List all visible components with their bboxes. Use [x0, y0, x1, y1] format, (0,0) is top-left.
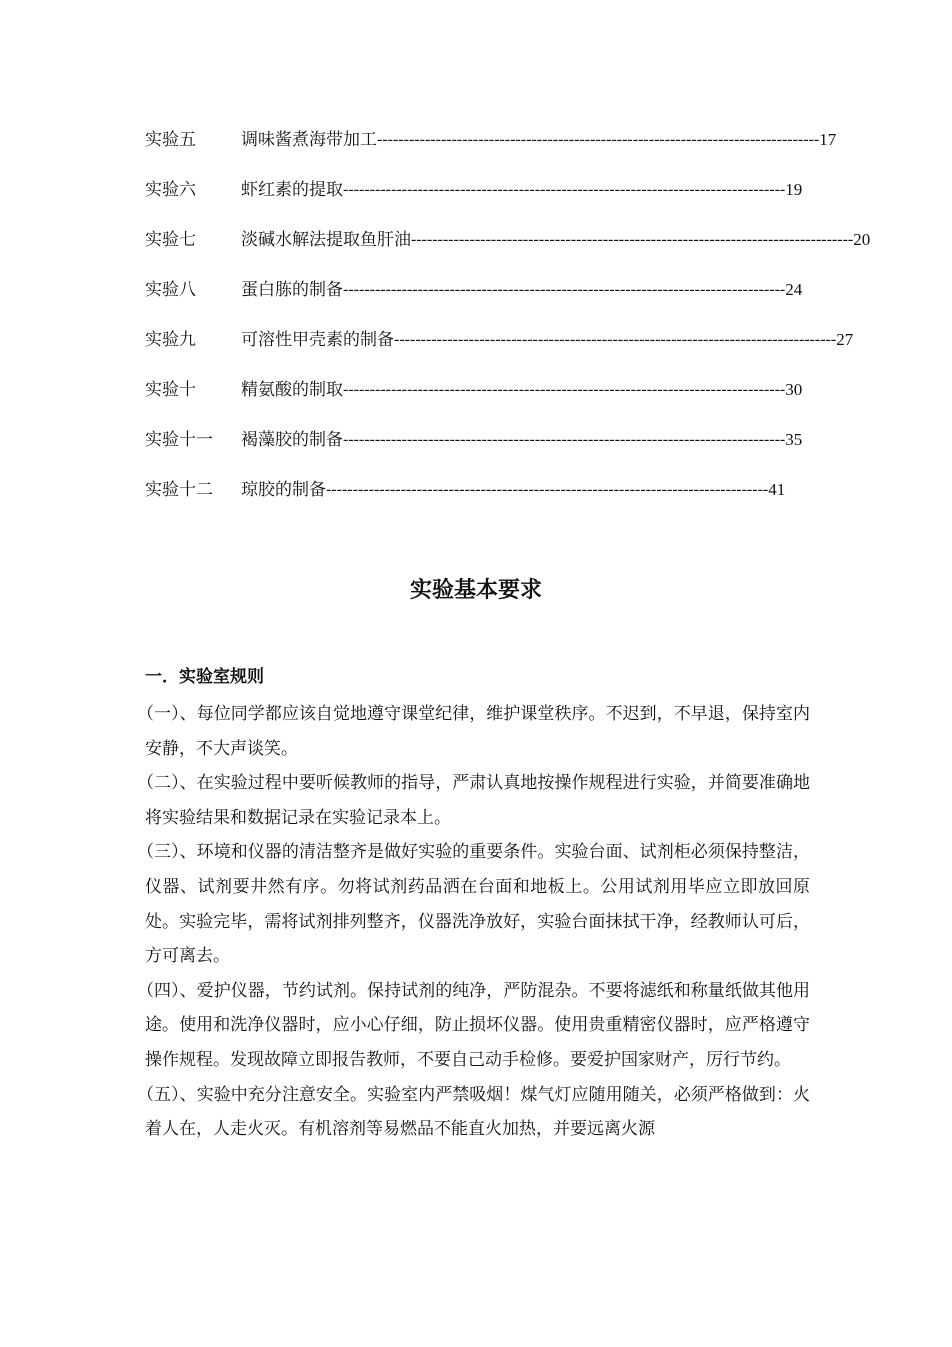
- toc-entry-number: 实验八: [145, 280, 196, 300]
- toc-entry-leader: -----------------------------------------------------------------------------------: [377, 131, 820, 148]
- toc-entry: [145, 228, 871, 278]
- rule-paragraph: （四）、爱护仪器，节约试剂。保持试剂的纯净，严防混杂。不要将滤纸和称量纸做其他用途。使用和洗净仪器时，应小心仔细，防止损坏仪器。使用贵重精密仪器时，应严格遵守操作规程。发现故障立即报告教师，不要自己动手检修。要爱护国家财产，厉行节约。: [137, 980, 810, 1070]
- toc-entry-title: 精氨酸的制取: [241, 380, 343, 400]
- document-title: 实验基本要求: [409, 577, 542, 603]
- toc-entry-number: 实验六: [145, 180, 196, 200]
- rule-paragraph: （三）、环境和仪器的清洁整齐是做好实验的重要条件。实验台面、试剂柜必须保持整洁，仪器、试剂要井然有序。勿将试剂药品洒在台面和地板上。公用试剂用毕应立即放回原处。实验完毕，需将试剂排列整齐，仪器洗净放好，实验台面抹拭干净，经教师认可后，方可离去。: [137, 842, 810, 967]
- section-heading: 一．实验室规则: [145, 667, 264, 687]
- rule-paragraph: （五）、实验中充分注意安全。实验室内严禁吸烟！煤气灯应随用随关，必须严格做到：火着人在，人走火灭。有机溶剂等易燃品不能直火加热，并要远离火源: [137, 1084, 810, 1140]
- rule-paragraph: （二）、在实验过程中要听候教师的指导，严肃认真地按操作规程进行实验，并简要准确地将实验结果和数据记录在实验记录本上。: [137, 773, 810, 828]
- toc-entry-leader: -----------------------------------------------------------------------------------: [343, 281, 786, 298]
- table-of-contents: [145, 128, 871, 528]
- toc-entry-leader: -----------------------------------------------------------------------------------: [326, 481, 769, 498]
- toc-entry-number: 实验十二: [145, 480, 213, 500]
- rule-paragraph: （一）、每位同学都应该自觉地遵守课堂纪律，维护课堂秩序。不迟到，不早退，保持室内安静，不大声谈笑。: [137, 704, 810, 759]
- toc-entry-title: 蛋白胨的制备: [241, 280, 343, 300]
- toc-entry-number: 实验十一: [145, 430, 213, 450]
- toc-entry: [145, 478, 786, 528]
- toc-entry-title: 褐藻胶的制备: [241, 430, 343, 450]
- toc-entry: [145, 428, 803, 478]
- toc-entry-page: 19: [785, 180, 803, 199]
- toc-entry-page: 30: [785, 380, 803, 399]
- lab-rules-section: [137, 664, 810, 1147]
- toc-entry-leader: -----------------------------------------------------------------------------------: [343, 381, 786, 398]
- toc-entry: [145, 278, 803, 328]
- toc-entry-leader: -----------------------------------------------------------------------------------: [343, 431, 786, 448]
- toc-entry-number: 实验十: [145, 380, 196, 400]
- toc-entry-title: 虾红素的提取: [241, 180, 343, 200]
- toc-entry: [145, 128, 837, 178]
- toc-entry-leader: -----------------------------------------------------------------------------------: [411, 231, 854, 248]
- toc-entry-number: 实验五: [145, 130, 196, 150]
- toc-entry-leader: -----------------------------------------------------------------------------------: [394, 331, 837, 348]
- toc-entry-number: 实验七: [145, 230, 196, 250]
- toc-entry-number: 实验九: [145, 330, 196, 350]
- toc-entry: [145, 328, 854, 378]
- toc-entry-title: 淡碱水解法提取鱼肝油: [241, 230, 411, 250]
- toc-entry-page: 24: [785, 280, 803, 299]
- toc-entry: [145, 178, 803, 228]
- toc-entry-title: 可溶性甲壳素的制备: [241, 330, 394, 350]
- toc-entry-page: 27: [836, 330, 854, 349]
- toc-entry-title: 琼胶的制备: [241, 480, 326, 500]
- toc-entry-page: 17: [819, 130, 837, 149]
- toc-entry-title: 调味酱煮海带加工: [241, 130, 377, 150]
- toc-entry-page: 35: [785, 430, 803, 449]
- toc-entry-page: 41: [768, 480, 786, 499]
- toc-entry: [145, 378, 803, 428]
- toc-entry-page: 20: [853, 230, 871, 249]
- toc-entry-leader: -----------------------------------------------------------------------------------: [343, 181, 786, 198]
